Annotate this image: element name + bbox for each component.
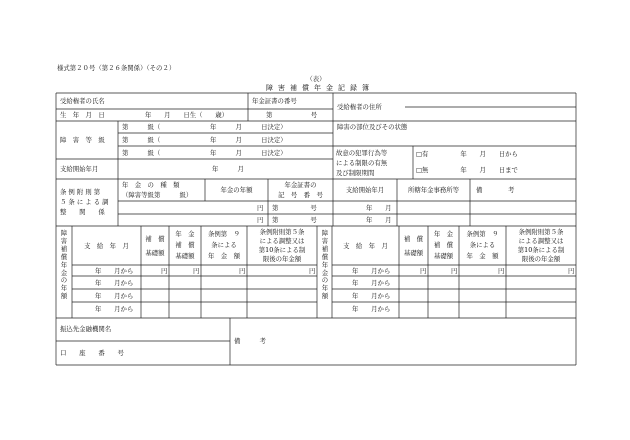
pension-amount-header: 年金の年額 [220, 186, 253, 194]
left-period-row-1: 年 月から [95, 267, 134, 275]
article-row-2-yen: 円 [257, 216, 264, 224]
article-row-1-cert: 第 号 [272, 204, 317, 212]
pension-base-header-1: 年 金 [175, 230, 195, 238]
left-yen-adjusted: 円 [309, 267, 316, 275]
grade-row-2-date: 年 月 日決定） [210, 136, 287, 144]
address-label: 受給権者の住所 [337, 103, 382, 111]
condition-label: 障害の部位及びその状態 [337, 123, 408, 131]
grade-row-1: 第 級（ [122, 123, 161, 131]
side-label: （表） [306, 75, 326, 83]
payment-period-header: 支 給 年 月 [84, 242, 129, 250]
dob-label: 生 年 月 日 [60, 111, 105, 119]
left-yen-pension-base: 円 [193, 267, 200, 275]
article9-header-1: 条例第 ９ [208, 230, 240, 238]
article-row-2-ym: 年 月 [366, 216, 392, 224]
start-ym-header: 支給開始年月 [345, 186, 385, 194]
restriction-option-yes[interactable]: □有 年 月 日から [416, 150, 518, 158]
right-base-header-1: 補 償 [403, 235, 424, 243]
account-label: 口 座 番 号 [60, 349, 124, 357]
left-period-row-4: 年 月から [95, 305, 134, 313]
right-period-row-1: 年 月から [352, 267, 391, 275]
article-label-3: 整 関 係 [60, 208, 105, 216]
office-header: 所轄年金事務所等 [407, 186, 460, 194]
cert-no-value: 第 号 [266, 111, 318, 119]
grade-row-3-date: 年 月 日決定） [210, 149, 287, 157]
form-number: 様式第２０号（第２６条関係）（その２） [57, 64, 176, 72]
base-header-2: 基礎額 [145, 249, 165, 257]
right-base-header-2: 基礎額 [403, 249, 424, 257]
base-header-1: 補 償 [145, 235, 165, 243]
right-article9-header-2: 条による [469, 241, 496, 249]
grade-label: 障 害 等 級 [60, 136, 105, 144]
cert-code-header-1: 年金証書の [284, 181, 317, 189]
annual-pension-side-label-right: 障害補償年金の年額 [321, 229, 329, 301]
right-adjusted-header-1: 条例附則第５条 [518, 228, 564, 236]
article9-header-3: 年 金 額 [208, 252, 240, 260]
right-pension-base-header-1: 年 金 [433, 230, 454, 238]
annual-pension-side-label: 障害補償年金の年額 [60, 229, 68, 301]
grade-row-1-date: 年 月 日決定） [210, 123, 287, 131]
article-label-2: ５ 条 に よ る 調 [60, 198, 109, 206]
article-label-1: 条 例 附 則 第 [60, 188, 101, 196]
adjusted-header-1: 条例附則第５条 [259, 228, 305, 236]
start-value: 年 月 [212, 165, 244, 173]
article9-header-2: 条による [211, 241, 237, 249]
adjusted-header-2: による調整又は [259, 237, 305, 245]
page-title: 障害補償年金記録簿 [266, 84, 374, 92]
grade-row-2: 第 級（ [122, 136, 161, 144]
restriction-option-no[interactable]: □無 年 月 日まで [416, 166, 518, 174]
start-label: 支給開始年月 [60, 165, 99, 173]
pension-kind-sub: （障害等級第 級） [122, 191, 193, 199]
left-period-row-3: 年 月から [95, 292, 134, 300]
adjusted-header-3: 第10条による制 [258, 246, 306, 254]
article-row-2-cert: 第 号 [272, 216, 317, 224]
cert-no-label: 年金証書の番号 [252, 97, 297, 105]
right-yen-article9: 円 [498, 267, 505, 275]
recipient-name-label: 受給権者の氏名 [60, 97, 105, 105]
right-adjusted-header-3: 第10条による制 [517, 246, 565, 254]
right-article9-header-3: 年 金 額 [466, 252, 499, 260]
grade-row-3: 第 級（ [122, 149, 161, 157]
restriction-label-3: 及び制限期間 [336, 169, 375, 177]
right-article9-header-1: 条例第 ９ [466, 230, 499, 238]
right-period-row-2: 年 月から [352, 279, 391, 287]
right-yen-pension-base: 円 [451, 267, 458, 275]
right-yen-adjusted: 円 [568, 267, 575, 275]
pension-base-header-3: 基礎額 [175, 252, 195, 260]
right-adjusted-header-2: による調整又は [518, 237, 564, 245]
payment-period-header-right: 支 給 年 月 [343, 242, 388, 250]
right-yen-base: 円 [420, 267, 427, 275]
restriction-label-2: による制限の有無 [336, 159, 388, 167]
adjusted-header-4: 限後の年金額 [262, 255, 302, 263]
pension-kind-header: 年 金 の 種 類 [122, 181, 180, 189]
right-pension-base-header-3: 基礎額 [433, 252, 454, 260]
restriction-label-1: 故意の犯罪行為等 [336, 149, 388, 157]
remarks-label: 備 考 [234, 337, 266, 345]
cert-code-header-2: 記 号 番 号 [278, 191, 323, 199]
article-row-1-yen: 円 [257, 204, 264, 212]
left-period-row-2: 年 月から [95, 279, 134, 287]
article-row-1-ym: 年 月 [366, 204, 392, 212]
pension-base-header-2: 補 償 [175, 241, 195, 249]
remarks-header: 備 考 [476, 186, 515, 194]
right-adjusted-header-4: 限後の年金額 [521, 255, 561, 263]
dob-value: 年 月 日生（ 歳） [145, 111, 229, 119]
left-yen-base: 円 [161, 267, 168, 275]
right-period-row-4: 年 月から [352, 305, 391, 313]
left-yen-article9: 円 [239, 267, 246, 275]
right-pension-base-header-2: 補 償 [433, 241, 454, 249]
bank-label: 振込先金融機関名 [60, 325, 112, 333]
right-period-row-3: 年 月から [352, 292, 391, 300]
